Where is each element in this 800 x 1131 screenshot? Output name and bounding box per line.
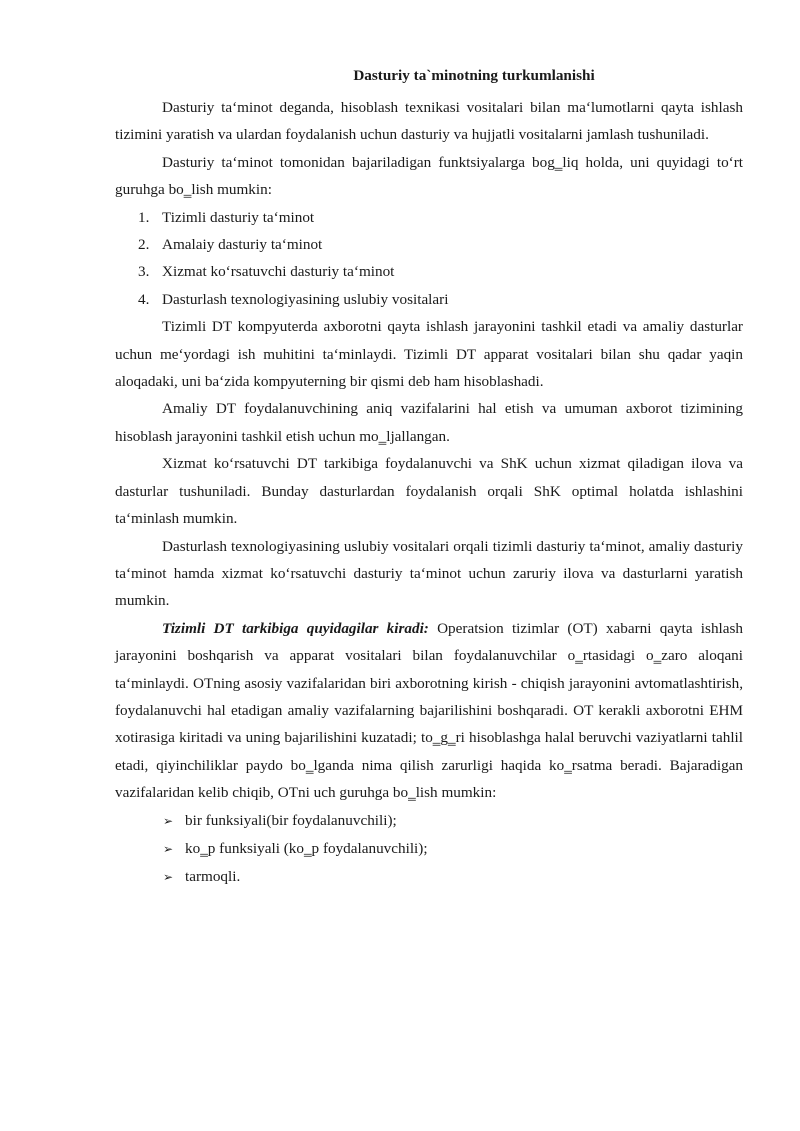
arrow-bullet-icon: ➢ <box>163 813 174 828</box>
list-number: 2. <box>138 236 150 254</box>
list-number: 1. <box>138 208 150 226</box>
bullet-item-text: ko‗p funksiyali (ko‗p foydalanuvchili); <box>185 839 428 857</box>
paragraph-os <box>115 615 743 807</box>
paragraph-os-lead: Tizimli DT tarkibiga quyidagilar kiradi: <box>162 619 429 637</box>
paragraph-service-software: Xizmat ko‘rsatuvchi DT tarkibiga foydalanuvchi va ShK uchun xizmat qiladigan ilova va dasturlar tushuniladi. Bunday dasturlardan foydalanish orqali ShK optimal holatda ishlashini ta‘minlash mumkin. <box>115 455 743 528</box>
arrow-bullet-icon: ➢ <box>163 841 174 856</box>
list-number: 3. <box>138 263 150 281</box>
list-item <box>138 258 743 285</box>
paragraph-os-body: Operatsion tizimlar (OT) xabarni qayta ishlash jarayonini boshqarish va apparat vositalari bilan foydalanuvchilar o‗rtasidagi o‗zaro aloqani ta‘minlaydi. OTning asosiy vazifalaridan biri axborotning kirish - chiqish jarayonini avtomatlashtirish, foydalanuvchi hal etadigan amaliy vazifalarning bajarilishini boshqaradi. OT kerakli axborotni EHM xotirasiga kiritadi va uning bajarilishini kuzatadi; to‗g‗ri hisoblashga halal beruvchi vaziyatlarni tahlil etadi, qiyinchiliklar paydo bo‗lganda nima qilish zarurligi haqida ko‗rsatma beradi. Bajaradigan vazifalaridan kelib chiqib, OTni uch guruhga bo‗lish mumkin: <box>115 619 743 802</box>
bullet-list <box>115 807 743 892</box>
arrow-bullet-icon: ➢ <box>163 870 174 885</box>
list-item <box>163 807 743 835</box>
list-item-text: Tizimli dasturiy ta‘minot <box>162 208 315 226</box>
list-item <box>138 231 743 258</box>
bullet-item-text: bir funksiyali(bir foydalanuvchili); <box>185 811 397 829</box>
list-item <box>138 204 743 231</box>
document-page <box>115 63 743 892</box>
list-number: 4. <box>138 290 150 308</box>
list-item <box>163 863 743 891</box>
list-item <box>163 835 743 863</box>
paragraph-programming-tools: Dasturlash texnologiyasining uslubiy vositalari orqali tizimli dasturiy ta‘minot, amaliy dasturiy ta‘minot hamda xizmat ko‘rsatuvchi dasturiy ta‘minot uchun zaruriy ilova va dasturlarni yaratish mumkin. <box>115 537 743 610</box>
paragraph-system-software: Tizimli DT kompyuterda axborotni qayta ishlash jarayonini tashkil etadi va amaliy dasturlar uchun me‘yordagi ish muhitini ta‘minlaydi. Tizimli DT apparat vositalari bilan shu qadar yaqin aloqadaki, uni ba‘zida kompyuterning bir qismi deb ham hisoblashadi. <box>115 318 743 391</box>
paragraph-application-software: Amaliy DT foydalanuvchining aniq vazifalarini hal etish va umuman axborot tizimining hisoblash jarayonini tashkil etish uchun mo‗ljallangan. <box>115 400 743 445</box>
list-item <box>138 286 743 313</box>
numbered-list <box>115 204 743 314</box>
paragraph-groups-intro: Dasturiy ta‘minot tomonidan bajariladigan funktsiyalarga bog‗liq holda, uni quyidagi to‘rt guruhga bo‗lish mumkin: <box>115 153 743 199</box>
list-item-text: Amalaiy dasturiy ta‘minot <box>162 236 323 254</box>
paragraph-definition: Dasturiy ta‘minot deganda, hisoblash texnikasi vositalari bilan ma‘lumotlarni qayta ishlash tizimini yaratish va ulardan foydalanish uchun dasturiy va hujjatli vositalarni jamlash tushuniladi. <box>115 99 743 144</box>
list-item-text: Dasturlash texnologiyasining uslubiy vositalari <box>162 290 449 308</box>
page-title: Dasturiy ta`minotning turkumlanishi <box>353 67 595 84</box>
list-item-text: Xizmat ko‘rsatuvchi dasturiy ta‘minot <box>162 263 395 281</box>
bullet-item-text: tarmoqli. <box>185 868 241 886</box>
